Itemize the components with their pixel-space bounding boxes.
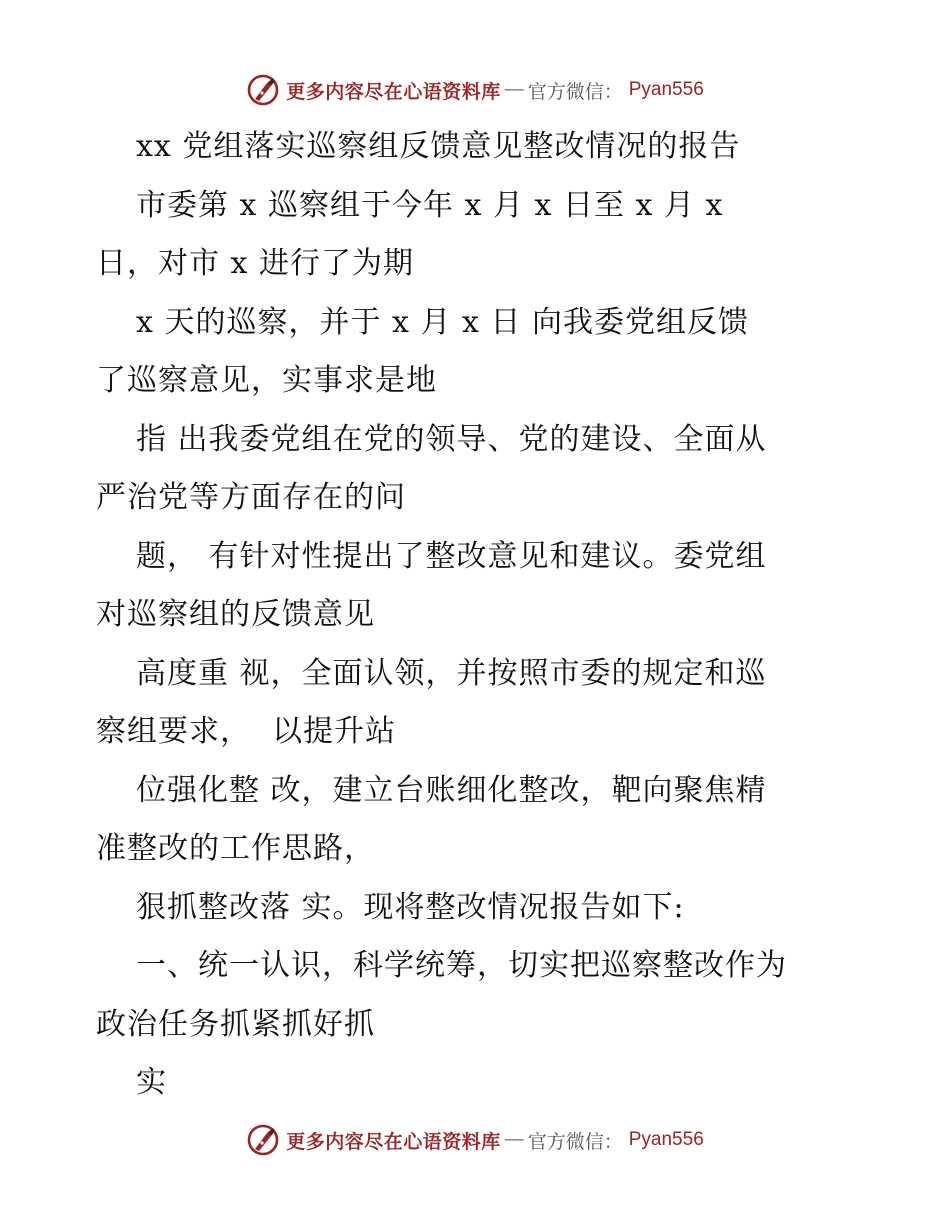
banner-account: Pyan556 bbox=[628, 79, 704, 100]
header-banner bbox=[0, 70, 950, 110]
footer-banner bbox=[0, 1120, 950, 1160]
banner-main-text: 更多内容尽在心语资料库 bbox=[286, 1130, 501, 1153]
document-line: 准整改的工作思路， bbox=[96, 831, 375, 866]
document-line: 察组要求， 以提升站 bbox=[96, 714, 397, 749]
document-line: 严治党等方面存在的问 bbox=[96, 480, 406, 515]
document-line: 一、统一认识，科学统筹，切实把巡察整改作为 bbox=[136, 948, 787, 983]
pen-nib-logo-icon bbox=[246, 73, 280, 107]
document-line: 了巡察意见，实事求是地 bbox=[96, 363, 437, 398]
document-line: 实 bbox=[136, 1065, 167, 1100]
banner-account: Pyan556 bbox=[628, 1129, 704, 1150]
document-body bbox=[96, 118, 856, 1113]
document-title: xx 党组落实巡察组反馈意见整改情况的报告 bbox=[136, 129, 741, 164]
document-line: 指 出我委党组在党的领导、党的建设、全面从 bbox=[136, 421, 767, 457]
document-line: 日，对市 x 进行了为期 bbox=[96, 246, 414, 281]
document-line: 题， 有针对性提出了整改意见和建议。委党组 bbox=[136, 538, 767, 574]
banner-wechat-label: 官方微信： bbox=[527, 1130, 623, 1153]
document-line: x 天的巡察，并于 x 月 x 日 向我委党组反馈 bbox=[136, 304, 749, 340]
banner-dash: — bbox=[504, 79, 524, 100]
banner-dash: — bbox=[504, 1129, 524, 1150]
document-line: 对巡察组的反馈意见 bbox=[96, 597, 375, 632]
document-line: 市委第 x 巡察组于今年 x 月 x 日至 x 月 x bbox=[136, 187, 724, 223]
banner-main-text: 更多内容尽在心语资料库 bbox=[286, 80, 501, 103]
document-line: 位强化整 改，建立台账细化整改，靶向聚焦精 bbox=[136, 772, 767, 808]
document-line: 政治任务抓紧抓好抓 bbox=[96, 1006, 375, 1042]
pen-nib-logo-icon bbox=[246, 1123, 280, 1157]
document-line: 高度重 视，全面认领，并按照市委的规定和巡 bbox=[136, 655, 767, 691]
banner-wechat-label: 官方微信： bbox=[527, 80, 623, 103]
document-line: 狠抓整改落 实。现将整改情况报告如下: bbox=[136, 889, 685, 925]
